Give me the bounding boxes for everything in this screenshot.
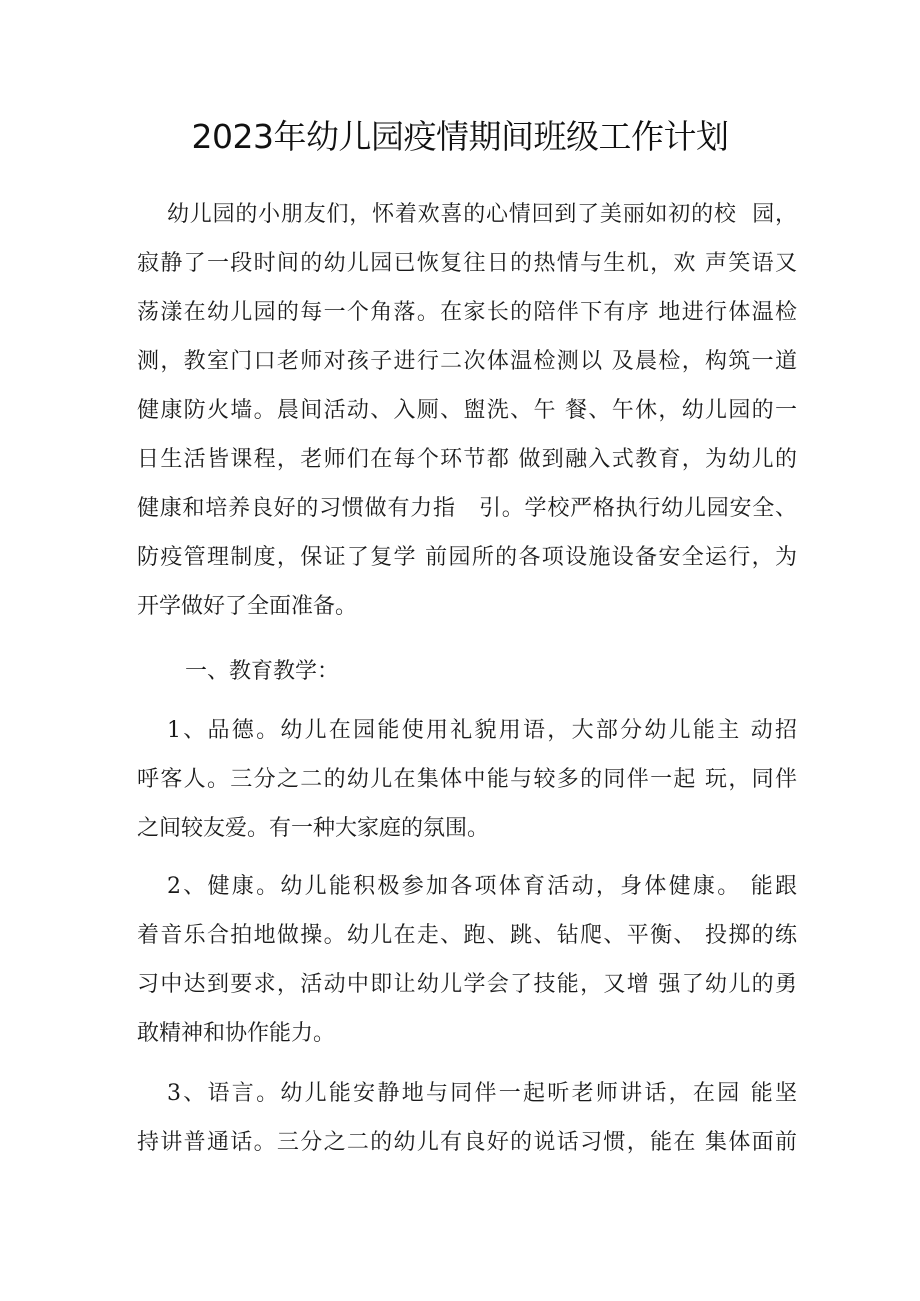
text-line: 3、语言。幼儿能安静地与同伴一起听老师讲话，在园 能坚: [167, 1081, 797, 1106]
text-line: 呼客人。三分之二的幼儿在集体中能与较多的同伴一起 玩，同伴: [137, 767, 797, 792]
text-line: 之间较友爱。有一种大家庭的氛围。: [137, 816, 490, 841]
text-line: 2、健康。幼儿能积极参加各项体育活动，身体健康。 能跟: [167, 874, 797, 899]
intro-paragraph: [137, 196, 797, 625]
item-paragraph-3: [137, 1075, 797, 1161]
section-heading: 一、教育教学：: [185, 659, 340, 684]
text-line: 习中达到要求，活动中即让幼儿学会了技能，又增 强了幼儿的勇: [137, 972, 797, 997]
text-line: 防疫管理制度，保证了复学 前园所的各项设施设备安全运行，为: [137, 545, 797, 570]
text-line: 1、品德。幼儿在园能使用礼貌用语，大部分幼儿能主 动招: [167, 718, 797, 743]
text-line: 开学做好了全面准备。: [137, 594, 358, 619]
text-line: 敢精神和协作能力。: [137, 1021, 336, 1046]
text-line: 荡漾在幼儿园的每一个角落。在家长的陪伴下有序 地进行体温检: [137, 300, 797, 325]
item-paragraph-2: [137, 868, 797, 1052]
text-line: 幼儿园的小朋友们，怀着欢喜的心情回到了美丽如初的校 园，: [167, 202, 797, 227]
text-line: 持讲普通话。三分之二的幼儿有良好的说话习惯，能在 集体面前: [137, 1130, 797, 1155]
text-line: 健康防火墙。晨间活动、入厕、盥洗、午 餐、午休，幼儿园的一: [137, 398, 797, 423]
text-line: 健康和培养良好的习惯做有力指 引。学校严格执行幼儿园安全、: [137, 496, 797, 521]
text-line: 日生活皆课程，老师们在每个环节都 做到融入式教育，为幼儿的: [137, 447, 797, 472]
text-line: 测，教室门口老师对孩子进行二次体温检测以 及晨检，构筑一道: [137, 349, 797, 374]
item-paragraph-1: [137, 712, 797, 847]
document-title: 2023年幼儿园疫情期间班级工作计划: [191, 117, 729, 156]
text-line: 寂静了一段时间的幼儿园已恢复往日的热情与生机，欢 声笑语又: [137, 251, 797, 276]
text-line: 着音乐合拍地做操。幼儿在走、跑、跳、钻爬、平衡、 投掷的练: [137, 923, 797, 948]
